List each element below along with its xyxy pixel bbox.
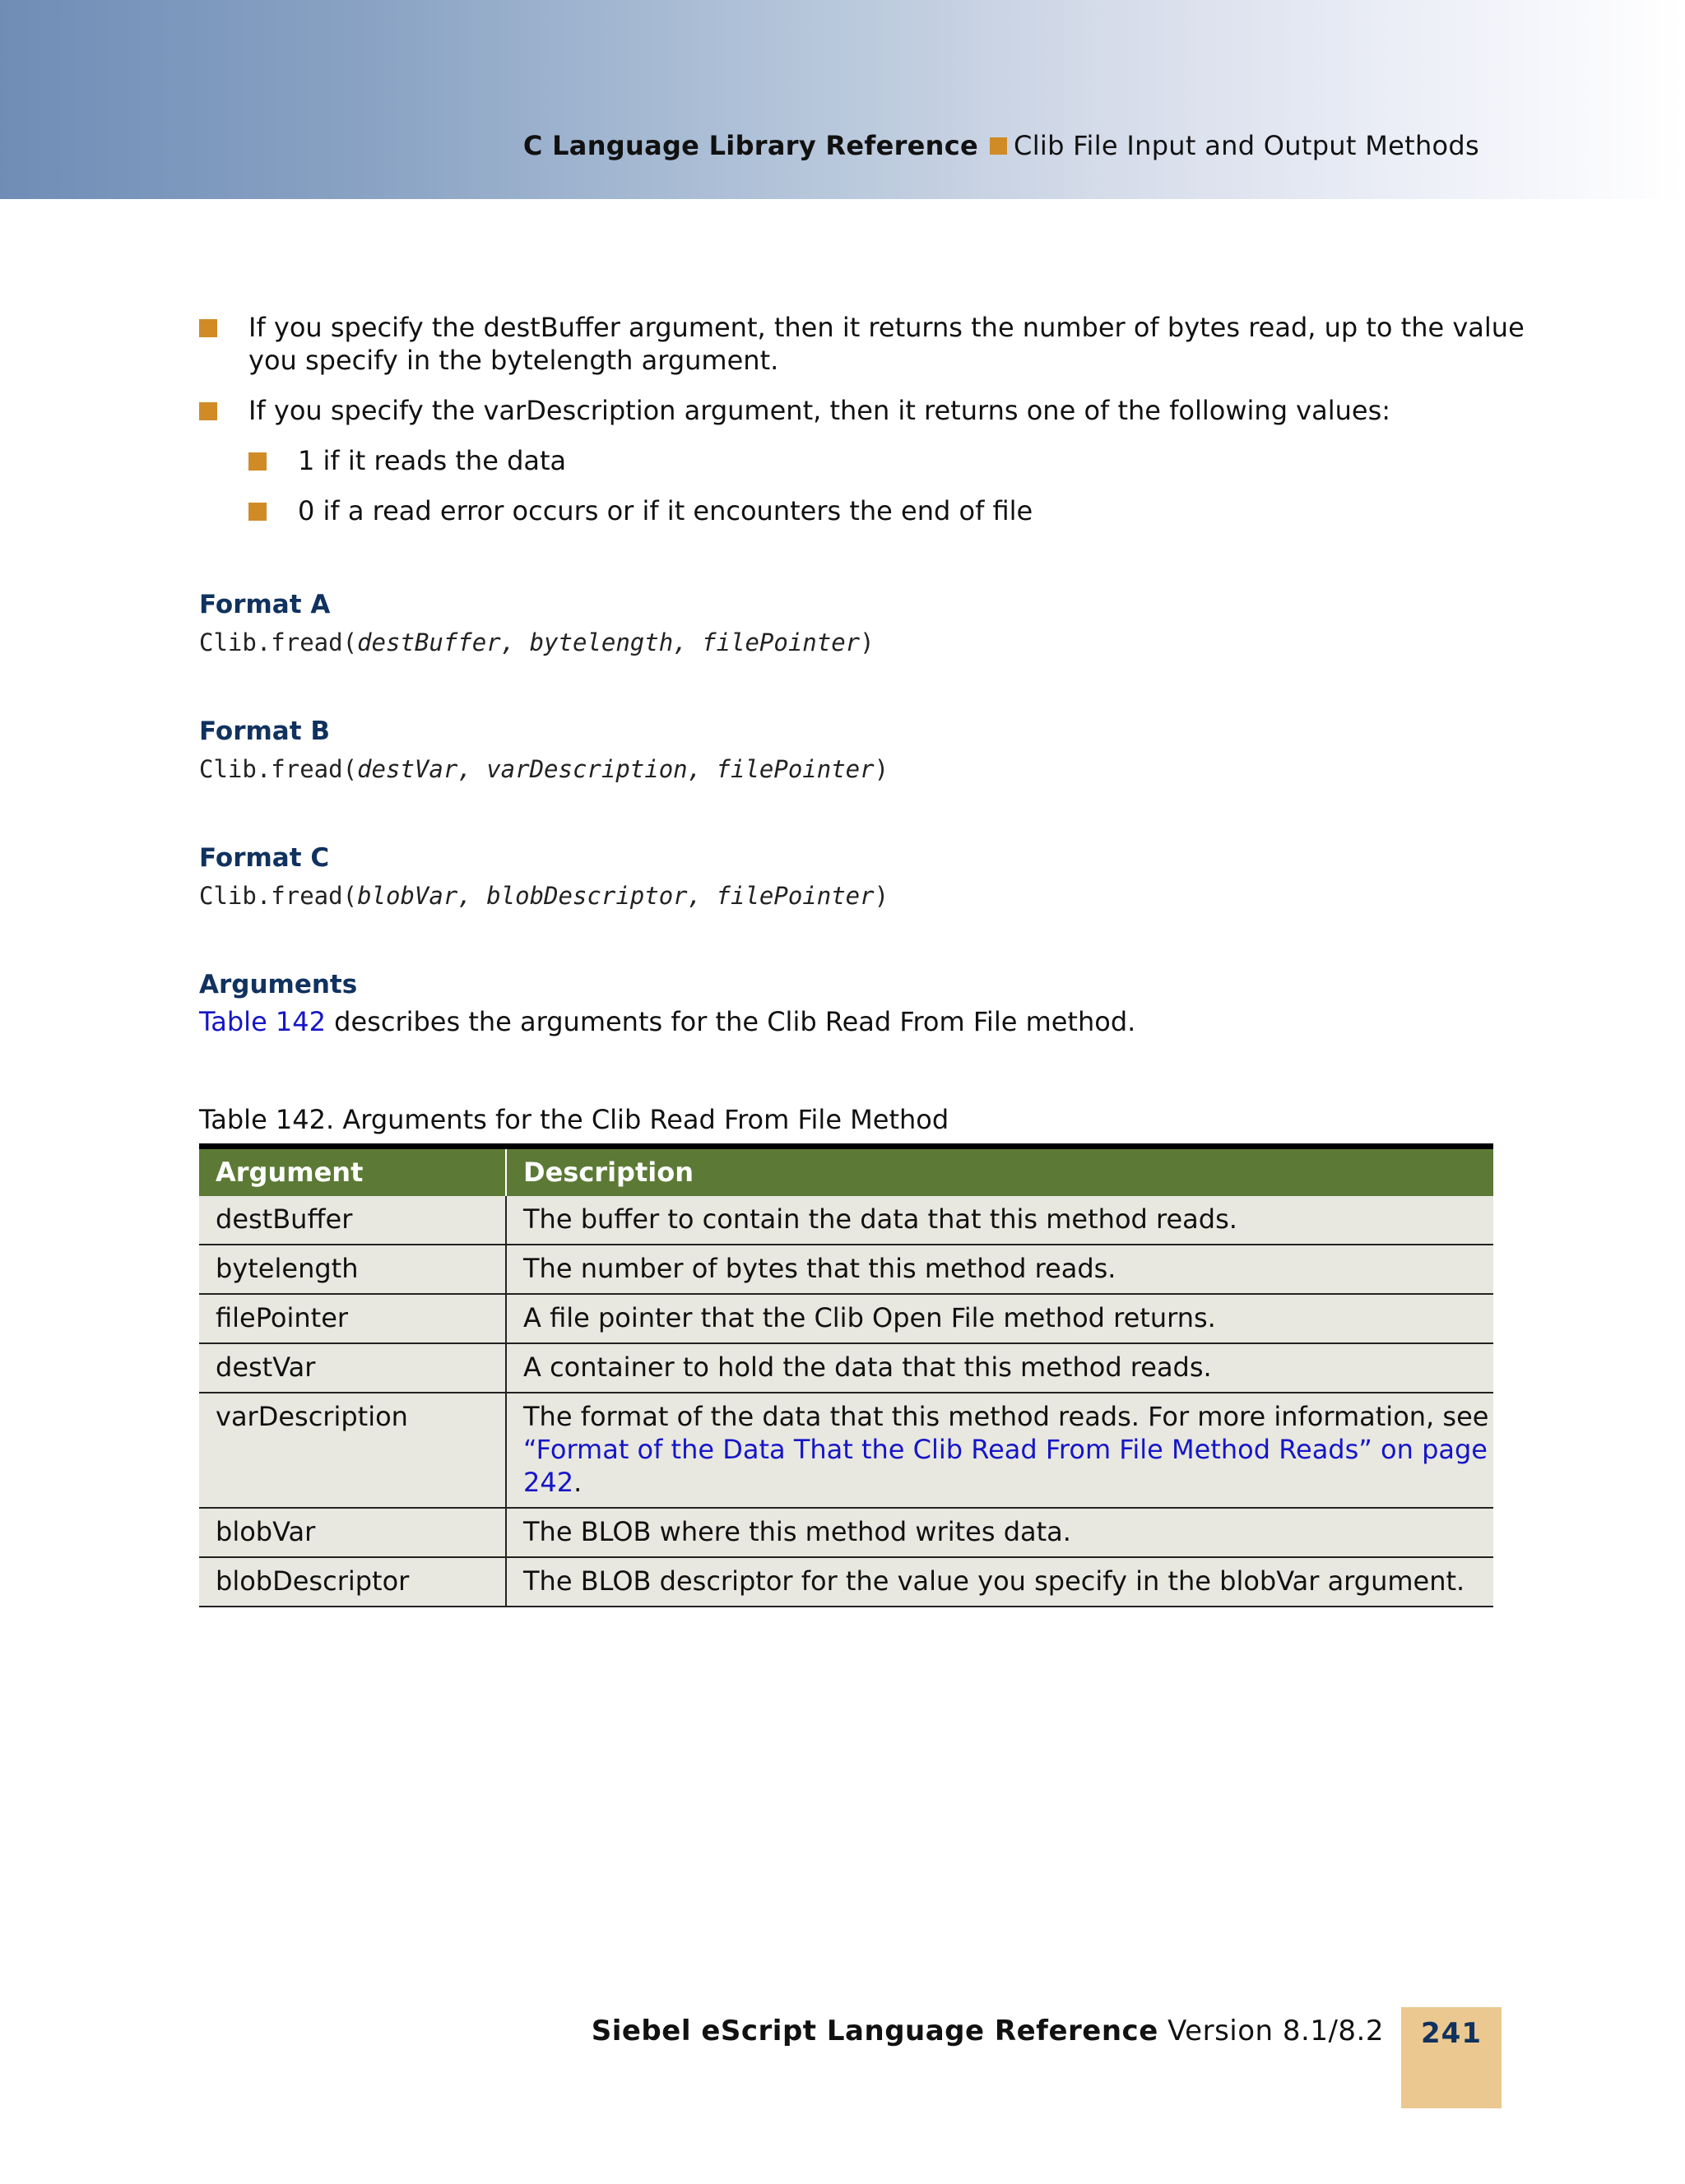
description-cell: The format of the data that this method reads. For more information, see “Format of the Data That the Clib Read From File Method Reads” on page 242. <box>506 1393 1493 1508</box>
table-row <box>199 1196 1493 1245</box>
argument-cell: blobVar <box>199 1508 506 1557</box>
argument-cell: varDescription <box>199 1393 506 1508</box>
table-link[interactable]: Table 142 <box>199 1006 326 1037</box>
arguments-intro: Table 142 describes the arguments for the Clib Read From File method. <box>199 1006 1136 1037</box>
format-b-heading: Format B <box>199 716 330 746</box>
table-row <box>199 1294 1493 1343</box>
square-bullet-icon <box>248 452 267 471</box>
argument-cell: bytelength <box>199 1245 506 1294</box>
cross-reference-link[interactable]: “Format of the Data That the Clib Read From File Method Reads” on page 242 <box>523 1433 1488 1498</box>
bullet-text: If you specify the destBuffer argument, then it returns the number of bytes read, up to the value <box>248 312 1525 343</box>
description-cell: A file pointer that the Clib Open File method returns. <box>506 1294 1493 1343</box>
arguments-table <box>199 1143 1493 1607</box>
format-a-syntax: Clib.fread(destBuffer, bytelength, filePointer) <box>199 628 875 656</box>
page-number-box <box>1401 2007 1502 2108</box>
description-cell: The BLOB where this method writes data. <box>506 1508 1493 1557</box>
argument-cell: blobDescriptor <box>199 1557 506 1607</box>
square-bullet-icon <box>248 503 267 521</box>
format-b-syntax: Clib.fread(destVar, varDescription, filePointer) <box>199 755 889 783</box>
chapter-title: C Language Library Reference <box>522 130 979 161</box>
arguments-heading: Arguments <box>199 970 358 999</box>
running-footer <box>592 2015 1384 2047</box>
bullet-text: If you specify the varDescription argument, then it returns one of the following values: <box>248 395 1391 426</box>
description-cell: The buffer to contain the data that this method reads. <box>506 1196 1493 1245</box>
sub-list-item <box>248 444 1400 477</box>
argument-cell: destBuffer <box>199 1196 506 1245</box>
description-cell: The number of bytes that this method reads. <box>506 1245 1493 1294</box>
description-cell: The BLOB descriptor for the value you specify in the blobVar argument. <box>506 1557 1493 1607</box>
format-c-heading: Format C <box>199 843 330 873</box>
book-version: Version 8.1/8.2 <box>1167 2015 1384 2047</box>
argument-cell: destVar <box>199 1343 506 1393</box>
table-row <box>199 1343 1493 1393</box>
square-bullet-icon <box>199 402 217 420</box>
bullet-text: 1 if it reads the data <box>298 445 567 476</box>
format-a-heading: Format A <box>199 590 331 619</box>
table-row <box>199 1508 1493 1557</box>
section-title: Clib File Input and Output Methods <box>1014 130 1479 161</box>
format-c-syntax: Clib.fread(blobVar, blobDescriptor, filePointer) <box>199 882 889 910</box>
argument-cell: filePointer <box>199 1294 506 1343</box>
table-header-row <box>199 1147 1493 1196</box>
running-header <box>523 130 1479 161</box>
list-item <box>199 394 1516 427</box>
square-bullet-icon <box>990 137 1007 155</box>
square-bullet-icon <box>199 319 217 337</box>
bullet-text: 0 if a read error occurs or if it encounters the end of file <box>298 495 1033 526</box>
description-cell: A container to hold the data that this method reads. <box>506 1343 1493 1393</box>
table-caption: Table 142. Arguments for the Clib Read From File Method <box>199 1104 949 1135</box>
header-band <box>0 0 1685 199</box>
list-item <box>199 311 1525 377</box>
column-header: Description <box>506 1147 1493 1196</box>
sub-list-item <box>248 494 1400 527</box>
table-row <box>199 1557 1493 1607</box>
page-number: 241 <box>1421 2017 1482 2050</box>
column-header: Argument <box>199 1147 506 1196</box>
bullet-text: you specify in the bytelength argument. <box>248 345 779 376</box>
table-row <box>199 1393 1493 1508</box>
table-row <box>199 1245 1493 1294</box>
book-title: Siebel eScript Language Reference <box>591 2015 1158 2047</box>
